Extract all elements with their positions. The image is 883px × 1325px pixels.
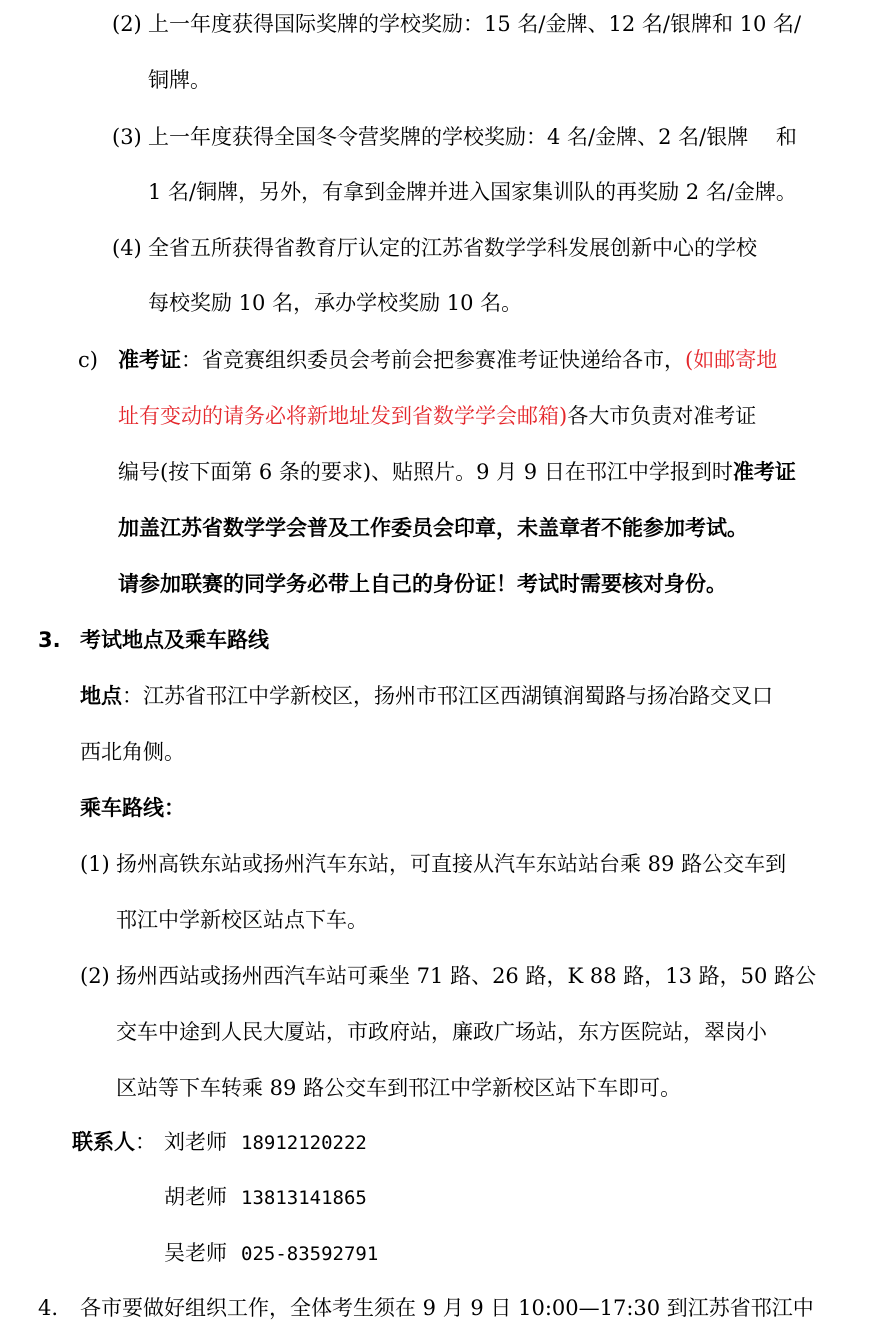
contact-name: 刘老师 — [164, 1130, 227, 1154]
admission-line2-text: 各大市负责对准考证 — [567, 404, 757, 428]
contact-name: 吴老师 — [164, 1241, 227, 1265]
admission-line1-text: ：省竞赛组织委员会考前会把参赛准考证快递给各市， — [181, 348, 685, 372]
route-colon: ： — [164, 796, 185, 820]
admission-line2-red: 址有变动的请务必将新地址发到省数学学会邮箱) — [118, 404, 568, 428]
route-2-line3: 区站等下车转乘 89 路公交车到邗江中学新校区站下车即可。 — [116, 1076, 682, 1100]
contact-phone: 13813141865 — [241, 1187, 367, 1209]
award-item-4-number: (4) — [112, 236, 142, 260]
admission-line5: 请参加联赛的同学务必带上自己的身份证！考试时需要核对身份。 — [118, 572, 727, 596]
award-item-3-text-line1: 上一年度获得全国冬令营奖牌的学校奖励：4 名/金牌、2 名/银牌 和 — [148, 125, 797, 149]
route-1-number: (1) — [80, 852, 110, 876]
admission-marker: c) — [78, 348, 98, 372]
route-2-line1: 扬州西站或扬州西汽车站可乘坐 71 路、26 路，K 88 路，13 路，50 路公 — [116, 964, 817, 988]
contact-row — [164, 1239, 378, 1267]
route-label: 乘车路线 — [80, 796, 164, 820]
section-3-title: 考试地点及乘车路线 — [80, 628, 269, 652]
award-item-4-text-line2: 每校奖励 10 名，承办学校奖励 10 名。 — [148, 291, 523, 315]
award-item-3-text-line2: 1 名/铜牌，另外，有拿到金牌并进入国家集训队的再奖励 2 名/金牌。 — [148, 180, 797, 204]
award-item-4-text-line1: 全省五所获得省教育厅认定的江苏省数学学科发展创新中心的学校 — [148, 236, 757, 260]
contact-row — [164, 1183, 367, 1211]
admission-line1 — [118, 346, 777, 374]
route-1-line1: 扬州高铁东站或扬州汽车东站，可直接从汽车东站站台乘 89 路公交车到 — [116, 852, 787, 876]
admission-label: 准考证 — [118, 348, 181, 372]
admission-line2 — [118, 402, 756, 430]
award-item-3-number: (3) — [112, 125, 142, 149]
route-heading — [80, 794, 185, 822]
award-item-2-text-line1: 上一年度获得国际奖牌的学校奖励：15 名/金牌、12 名/银牌和 10 名/ — [148, 12, 802, 36]
location-line1 — [80, 682, 773, 710]
contacts-label: 联系人 — [72, 1130, 135, 1154]
contact-phone: 18912120222 — [241, 1132, 367, 1154]
contact-name: 胡老师 — [164, 1185, 227, 1209]
contact-row — [164, 1128, 367, 1156]
route-1-line2: 邗江中学新校区站点下车。 — [116, 908, 368, 932]
admission-line3-bold: 准考证 — [732, 460, 796, 484]
admission-line1-red: (如邮寄地 — [685, 348, 778, 372]
section-3-number: 3. — [38, 628, 61, 652]
location-line2: 西北角侧。 — [80, 740, 185, 764]
route-2-number: (2) — [80, 964, 110, 988]
location-label: 地点 — [80, 684, 122, 708]
admission-line4: 加盖江苏省数学学会普及工作委员会印章，未盖章者不能参加考试。 — [118, 516, 748, 540]
contacts-colon: ： — [135, 1130, 156, 1154]
admission-line3-text: 编号(按下面第 6 条的要求)、贴照片。9 月 9 日在邗江中学报到时 — [118, 460, 733, 484]
route-2-line2: 交车中途到人民大厦站，市政府站，廉政广场站，东方医院站，翠岗小 — [116, 1020, 767, 1044]
award-item-2-text-line2: 铜牌。 — [148, 68, 211, 92]
location-text: ：江苏省邗江中学新校区，扬州市邗江区西湖镇润蜀路与扬冶路交叉口 — [122, 684, 773, 708]
award-item-2-number: (2) — [112, 12, 142, 36]
section-4-line1: 各市要做好组织工作，全体考生须在 9 月 9 日 10:00—17:30 到江苏省邗江中 — [80, 1296, 814, 1320]
contact-phone: 025-83592791 — [241, 1243, 379, 1265]
admission-line3 — [118, 458, 796, 486]
contacts-heading — [72, 1128, 156, 1156]
section-4-number: 4. — [38, 1296, 59, 1320]
